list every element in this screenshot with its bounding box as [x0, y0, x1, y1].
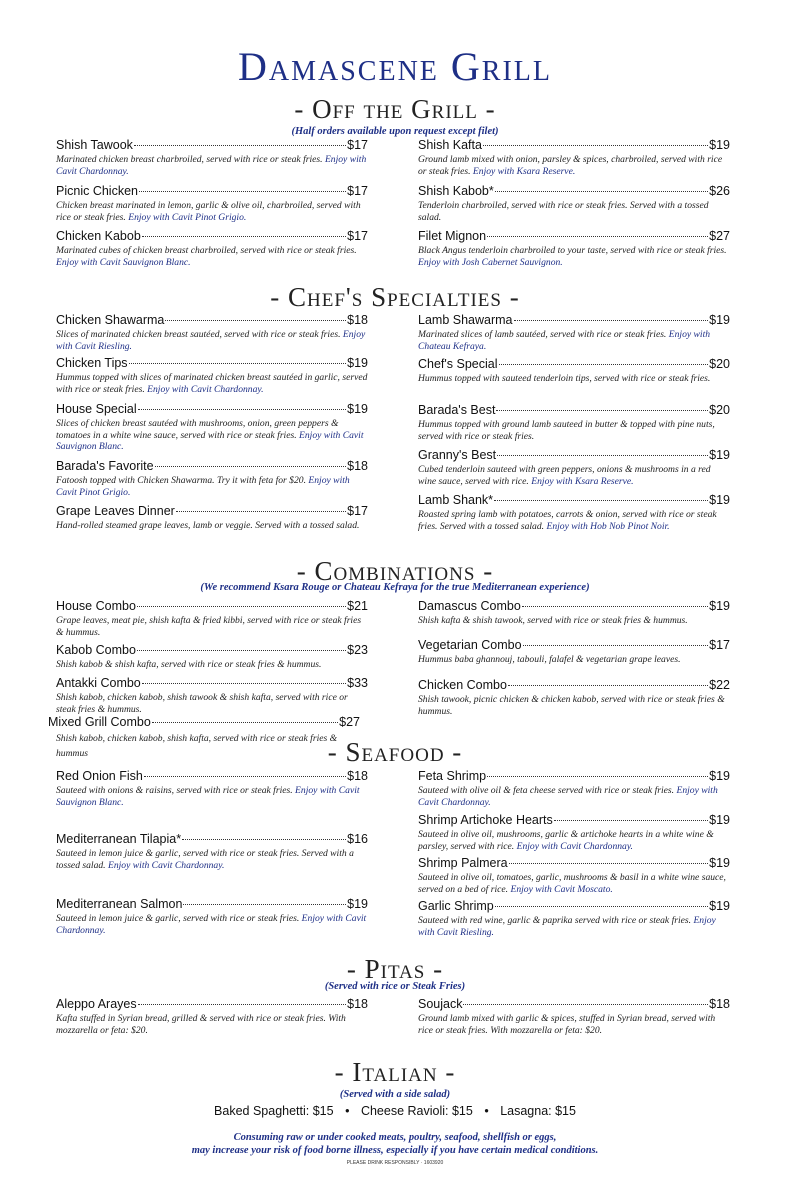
section-title-pitas: - Pitas - — [346, 954, 444, 984]
italian-dish: Lasagna: $15 — [500, 1104, 576, 1118]
bullet-separator: • — [484, 1104, 489, 1118]
item-desc-text: Chicken breast marinated in lemon, garlic & olive oil, charbroiled, served with rice or steak fries. — [56, 200, 361, 223]
item-description — [56, 785, 368, 808]
section-note-pitas: (Served with rice or Steak Fries) — [324, 981, 466, 992]
item-desc-text: Hummus topped with sauteed tenderloin tips, served with rice or steak fries. — [418, 373, 711, 384]
item-description: Shish kabob & shish kafta, served with rice or steak fries & hummus. — [56, 659, 322, 670]
item-description — [418, 329, 730, 352]
item-name: Vegetarian Combo — [418, 638, 522, 652]
leader-dots — [554, 820, 708, 821]
wine-pairing: Enjoy with Cavit Chardonnay. — [516, 840, 633, 852]
item-desc-text: Marinated cubes of chicken breast charbroiled, served with rice or steak fries. — [56, 245, 357, 256]
wine-pairing: Enjoy with Cavit Sauvignon Blanc. — [56, 256, 191, 268]
menu-item — [418, 899, 730, 938]
leader-dots — [487, 776, 708, 777]
menu-item — [56, 356, 368, 395]
item-name: Shrimp Artichoke Hearts — [418, 813, 553, 827]
warning-line: Consuming raw or under cooked meats, poultry, seafood, shellfish or eggs, — [233, 1132, 557, 1143]
item-price: $27 — [339, 715, 360, 729]
item-desc-text: Sauteed in lemon juice & garlic, served with rice or steak fries. — [56, 913, 300, 924]
item-description — [418, 245, 730, 268]
item-desc-text: Sauteed with red wine, garlic & paprika served with rice or steak fries. — [418, 915, 692, 926]
item-description — [418, 785, 730, 808]
item-name: Granny's Best — [418, 448, 497, 462]
menu-item — [56, 402, 368, 453]
item-name: Lamb Shank* — [418, 493, 494, 507]
item-name: Barada's Best — [418, 403, 496, 417]
leader-dots — [165, 320, 346, 321]
bullet-separator: • — [345, 1104, 350, 1118]
menu-item — [418, 357, 730, 385]
fineprint: PLEASE DRINK RESPONSIBLY · 1603920 — [346, 1160, 444, 1166]
item-name: Soujack — [418, 997, 463, 1011]
item-name: Shish Kafta — [418, 138, 482, 152]
item-desc-text: Cubed tenderloin sauteed with green peppers, onions & mushrooms in a red wine sauce, served with rice. — [418, 464, 711, 487]
item-desc-text: Tenderloin charbroiled, served with rice or steak fries. Served with a tossed salad. — [418, 200, 709, 223]
item-name: Grape Leaves Dinner — [56, 504, 175, 518]
item-price: $20 — [709, 357, 730, 371]
menu-item — [56, 897, 368, 936]
menu-item — [418, 493, 730, 532]
item-price: $19 — [709, 493, 730, 507]
section-note-grill: (Half orders available upon request except filet) — [291, 126, 499, 137]
item-description — [418, 915, 730, 938]
menu-item — [418, 448, 730, 487]
item-name: Chicken Tips — [56, 356, 128, 370]
item-description — [418, 509, 730, 532]
menu-item — [56, 997, 368, 1036]
item-desc-text: Slices of marinated chicken breast sautéed, served with rice or steak fries. — [56, 329, 341, 340]
item-description: Hummus baba ghannouj, tabouli, falafel & vegetarian grape leaves. — [418, 654, 681, 665]
leader-dots — [142, 683, 346, 684]
restaurant-title: Damascene Grill — [238, 44, 552, 89]
item-price: $33 — [347, 676, 368, 690]
item-price: $18 — [347, 459, 368, 473]
menu-item — [56, 769, 368, 808]
leader-dots — [183, 904, 346, 905]
wine-pairing: Enjoy with Cavit Chardonnay. — [418, 785, 718, 808]
item-price: $19 — [709, 448, 730, 462]
item-price: $17 — [347, 138, 368, 152]
health-warning — [0, 1131, 790, 1157]
menu-item — [418, 313, 730, 352]
item-desc-text: Marinated chicken breast charbroiled, served with rice or steak fries. — [56, 154, 323, 165]
item-price: $18 — [347, 997, 368, 1011]
item-price: $27 — [709, 229, 730, 243]
item-description — [418, 154, 730, 177]
item-name: Mixed Grill Combo — [48, 715, 151, 729]
item-desc-text: Roasted spring lamb with potatoes, carrots & onion, served with rice or steak fries. Served with a tossed salad. — [418, 509, 717, 532]
menu-item — [56, 229, 368, 268]
item-price: $21 — [347, 599, 368, 613]
wine-pairing: Enjoy with Cavit Riesling. — [56, 329, 366, 352]
item-name: Lamb Shawarma — [418, 313, 513, 327]
item-price: $19 — [709, 769, 730, 783]
wine-pairing: Enjoy with Cavit Chardonnay. — [107, 859, 225, 871]
leader-dots — [137, 606, 346, 607]
section-title-combo: - Combinations - — [296, 556, 494, 586]
item-description: Shish tawook, picnic chicken & chicken kabob, served with rice or steak fries & hummus. — [418, 694, 725, 717]
italian-dish: Cheese Ravioli: $15 — [360, 1104, 473, 1118]
section-title-grill: - Off the Grill - — [294, 94, 496, 124]
item-desc-text: Slices of chicken breast sautéed with mushrooms, onion, green peppers & tomatoes in a white wine sauce, served with rice or steak fries. — [56, 418, 339, 441]
wine-pairing: Enjoy with Cavit Chardonnay. — [56, 154, 367, 177]
item-desc-text: Black Angus tenderloin charbroiled to your taste, served with rice or steak fries. — [418, 245, 727, 256]
leader-dots — [497, 455, 708, 456]
item-desc-text: Fatoosh topped with Chicken Shawarma. Try it with feta for $20. — [56, 475, 306, 486]
leader-dots — [144, 776, 346, 777]
item-description — [56, 418, 368, 453]
item-description: Grape leaves, meat pie, shish kafta & fried kibbi, served with rice or steak fries & hummus. — [56, 615, 362, 638]
italian-dish: Baked Spaghetti: $15 — [214, 1104, 334, 1118]
item-name: Damascus Combo — [418, 599, 521, 613]
leader-dots — [514, 320, 709, 321]
item-description: Shish kafta & shish tawook, served with rice or steak fries & hummus. — [418, 615, 688, 626]
item-name: Mediterranean Tilapia* — [56, 832, 182, 846]
leader-dots — [509, 863, 709, 864]
item-desc-text: Sauteed in olive oil, tomatoes, garlic, mushrooms & basil in a white wine sauce, served on a bed of rice. — [418, 872, 726, 895]
item-price: $18 — [347, 769, 368, 783]
item-description — [56, 372, 368, 395]
item-price: $19 — [347, 897, 368, 911]
leader-dots — [176, 511, 346, 512]
item-desc-text: Hummus topped with ground lamb sauteed in butter & topped with pine nuts, served with rice or steak fries. — [418, 419, 715, 442]
leader-dots — [499, 364, 709, 365]
item-price: $16 — [347, 832, 368, 846]
italian-dishes — [0, 1104, 790, 1118]
wine-pairing: Enjoy with Cavit Pinot Grigio. — [56, 475, 350, 498]
section-title-italian: - Italian - — [334, 1057, 456, 1087]
item-desc-text: Hand-rolled steamed grape leaves, lamb or veggie. Served with a tossed salad. — [56, 520, 360, 531]
menu-item — [418, 138, 730, 177]
leader-dots — [129, 363, 347, 364]
item-description — [418, 464, 730, 487]
item-price: $17 — [709, 638, 730, 652]
menu-item — [418, 813, 730, 852]
leader-dots — [138, 1004, 347, 1005]
item-price: $19 — [347, 356, 368, 370]
item-name: Chicken Shawarma — [56, 313, 165, 327]
item-description — [418, 419, 730, 442]
menu-item — [418, 769, 730, 808]
item-desc-text: Sauteed with onions & raisins, served with rice or steak fries. — [56, 785, 293, 796]
section-note-italian: (Served with a side salad) — [339, 1089, 451, 1100]
leader-dots — [487, 236, 708, 237]
leader-dots — [495, 191, 708, 192]
item-desc-text: Sauteed in lemon juice & garlic, served with rice or steak fries. Served with a tossed salad. — [56, 848, 354, 871]
item-price: $19 — [709, 313, 730, 327]
item-description — [56, 154, 368, 177]
item-name: Chicken Kabob — [56, 229, 141, 243]
wine-pairing: Enjoy with Chateau Kefraya. — [418, 329, 711, 352]
item-description: Kafta stuffed in Syrian bread, grilled & served with rice or steak fries. With mozzarella or feta: $20. — [56, 1013, 346, 1036]
wine-pairing: Enjoy with Cavit Chardonnay. — [56, 913, 367, 936]
item-description — [56, 913, 368, 936]
menu-item — [418, 229, 730, 268]
menu-item — [56, 676, 368, 715]
wine-pairing: Enjoy with Ksara Reserve. — [472, 165, 576, 177]
item-name: House Special — [56, 402, 137, 416]
menu-item — [56, 313, 368, 352]
item-desc-text: Marinated slices of lamb sautéed, served with rice or steak fries. — [418, 329, 667, 340]
item-description — [56, 475, 368, 498]
item-desc-text: Sauteed in olive oil, mushrooms, garlic & artichoke hearts in a white wine & parsley, served with rice. — [418, 829, 714, 852]
leader-dots — [522, 606, 708, 607]
menu-item — [56, 832, 368, 871]
item-name: Feta Shrimp — [418, 769, 487, 783]
wine-pairing: Enjoy with Cavit Sauvignon Blanc. — [56, 785, 360, 808]
item-price: $17 — [347, 184, 368, 198]
section-note-combo: (We recommend Ksara Rouge or Chateau Kefraya for the true Mediterranean experience) — [200, 582, 590, 593]
item-price: $17 — [347, 229, 368, 243]
item-description: Ground lamb mixed with garlic & spices, stuffed in Syrian bread, served with rice or steak fries. With mozzarella or feta: $20. — [418, 1013, 716, 1036]
leader-dots — [508, 685, 708, 686]
leader-dots — [463, 1004, 708, 1005]
section-title-chef: - Chef's Specialties - — [270, 282, 520, 312]
warning-line: may increase your risk of food borne illness, especially if you have certain medical conditions. — [191, 1145, 599, 1156]
wine-pairing: Enjoy with Cavit Chardonnay. — [147, 383, 264, 395]
menu-item — [56, 504, 368, 532]
item-name: Antakki Combo — [56, 676, 141, 690]
item-description: Shish kabob, chicken kabob, shish kafta, served with rice or steak fries & hummus — [56, 733, 338, 759]
item-price: $19 — [709, 856, 730, 870]
item-name: House Combo — [56, 599, 136, 613]
wine-pairing: Enjoy with Cavit Moscato. — [510, 883, 613, 895]
item-name: Shish Kabob* — [418, 184, 494, 198]
item-name: Kabob Combo — [56, 643, 136, 657]
item-name: Shrimp Palmera — [418, 856, 508, 870]
item-name: Mediterranean Salmon — [56, 897, 183, 911]
item-name: Aleppo Arayes — [56, 997, 137, 1011]
leader-dots — [523, 645, 709, 646]
leader-dots — [483, 145, 708, 146]
menu-item — [418, 678, 730, 717]
item-description — [418, 200, 730, 223]
leader-dots — [137, 650, 346, 651]
leader-dots — [494, 500, 708, 501]
wine-pairing: Enjoy with Cavit Pinot Grigio. — [128, 211, 247, 223]
menu-item — [56, 459, 368, 498]
leader-dots — [138, 409, 347, 410]
wine-pairing: Enjoy with Josh Cabernet Sauvignon. — [418, 256, 563, 268]
wine-pairing: Enjoy with Cavit Riesling. — [418, 915, 716, 938]
wine-pairing: Enjoy with Cavit Sauvignon Blanc. — [56, 429, 364, 452]
item-description — [56, 329, 368, 352]
item-name: Red Onion Fish — [56, 769, 143, 783]
leader-dots — [139, 191, 346, 192]
item-name: Barada's Favorite — [56, 459, 154, 473]
wine-pairing: Enjoy with Hob Nob Pinot Noir. — [546, 520, 670, 532]
menu-item — [418, 599, 730, 627]
menu-item — [418, 997, 730, 1036]
menu-item — [418, 403, 730, 442]
item-price: $23 — [347, 643, 368, 657]
leader-dots — [152, 722, 338, 723]
leader-dots — [496, 410, 708, 411]
item-price: $19 — [709, 138, 730, 152]
item-description — [56, 200, 368, 223]
item-description — [56, 848, 368, 871]
item-price: $19 — [709, 599, 730, 613]
section-title-seafood: - Seafood - — [327, 737, 463, 767]
menu-item — [56, 643, 368, 671]
item-desc-text: Hummus topped with slices of marinated chicken breast sautéed in garlic, served with rice or steak fries. — [56, 372, 368, 395]
item-price: $19 — [347, 402, 368, 416]
item-price: $17 — [347, 504, 368, 518]
item-price: $20 — [709, 403, 730, 417]
item-desc-text: Ground lamb mixed with onion, parsley & spices, charbroiled, served with rice or steak fries. — [418, 154, 723, 177]
item-description — [56, 245, 368, 268]
item-name: Garlic Shrimp — [418, 899, 494, 913]
item-price: $26 — [709, 184, 730, 198]
item-name: Chicken Combo — [418, 678, 507, 692]
leader-dots — [495, 906, 708, 907]
item-name: Chef's Special — [418, 357, 498, 371]
menu-item — [56, 599, 368, 638]
item-price: $19 — [709, 899, 730, 913]
item-price: $18 — [709, 997, 730, 1011]
item-name: Filet Mignon — [418, 229, 487, 243]
item-name: Shish Tawook — [56, 138, 133, 152]
item-description — [418, 373, 730, 385]
item-description — [56, 520, 368, 532]
leader-dots — [134, 145, 346, 146]
menu-item — [418, 184, 730, 223]
menu-item — [418, 856, 730, 895]
item-price: $18 — [347, 313, 368, 327]
item-desc-text: Sauteed with olive oil & feta cheese served with rice or steak fries. — [418, 785, 675, 796]
menu-item — [56, 184, 368, 223]
leader-dots — [155, 466, 347, 467]
item-description — [418, 872, 730, 895]
item-price: $22 — [709, 678, 730, 692]
wine-pairing: Enjoy with Ksara Reserve. — [531, 475, 634, 487]
menu-item — [56, 138, 368, 177]
item-description — [418, 829, 730, 852]
leader-dots — [182, 839, 346, 840]
leader-dots — [142, 236, 346, 237]
item-description: Shish kabob, chicken kabob, shish tawook & shish kafta, served with rice or steak fries & hummus. — [56, 692, 348, 715]
item-price: $19 — [709, 813, 730, 827]
item-name: Picnic Chicken — [56, 184, 138, 198]
menu-item — [418, 638, 730, 666]
